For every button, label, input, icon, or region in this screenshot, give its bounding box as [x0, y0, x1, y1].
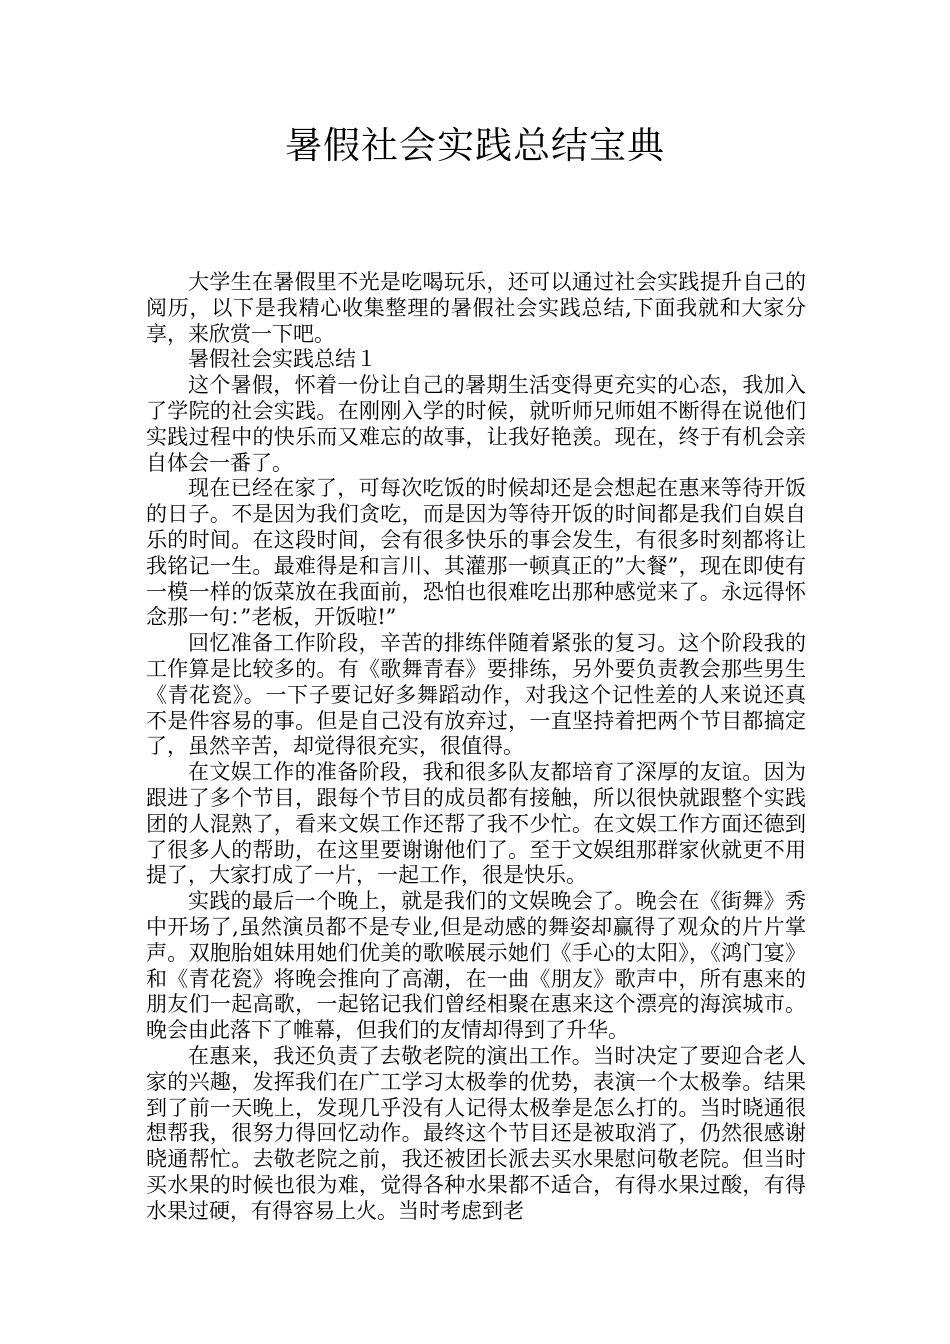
paragraph: 在惠来，我还负责了去敬老院的演出工作。当时决定了要迎合老人家的兴趣，发挥我们在广工学习太极拳的优势，表演一个太极拳。结果到了前一天晚上，发现几乎没有人记得太极拳是怎么打的。当时晓通很想帮我，很努力得回忆动作。最终这个节目还是被取消了，仍然很感谢晓通帮忙。去敬老院之前，我还被团长派去买水果慰问敬老院。但当时买水果的时候也很为难，觉得各种水果都不适合，有得水果过酸，有得水果过硬，有得容易上火。当时考虑到老 — [146, 1043, 806, 1223]
paragraph-intro: 大学生在暑假里不光是吃喝玩乐，还可以通过社会实践提升自己的阅历，以下是我精心收集整理的暑假社会实践总结,下面我就和大家分享，来欣赏一下吧。 — [146, 270, 806, 346]
paragraph: 现在已经在家了，可每次吃饭的时候却还是会想起在惠来等待开饭的日子。不是因为我们贪吃，而是因为等待开饭的时间都是我们自娱自乐的时间。在这段时间，会有很多快乐的事会发生，有很多时刻都将让我铭记一生。最难得是和言川、其灌那一顿真正的”大餐”，现在即使有一模一样的饭菜放在我面前，恐怕也很难吃出那种感觉来了。永远得怀念那一句：”老板，开饭啦!” — [146, 476, 806, 630]
paragraph: 这个暑假，怀着一份让自己的暑期生活变得更充实的心态，我加入了学院的社会实践。在刚刚入学的时候，就听师兄师姐不断得在说他们实践过程中的快乐而又难忘的故事，让我好艳羡。现在，终于有机会亲自体会一番了。 — [146, 373, 806, 475]
document-title: 暑假社会实践总结宝典 — [285, 124, 665, 167]
paragraph: 在文娱工作的准备阶段，我和很多队友都培育了深厚的友谊。因为跟进了多个节目，跟每个节目的成员都有接触，所以很快就跟整个实践团的人混熟了，看来文娱工作还帮了我不少忙。在文娱工作方面还德到了很多人的帮助，在这里要谢谢他们了。至于文娱组那群家伙就更不用提了，大家打成了一片，一起工作，很是快乐。 — [146, 760, 806, 888]
section-heading: 暑假社会实践总结１ — [188, 347, 377, 372]
paragraph: 回忆准备工作阶段，辛苦的排练伴随着紧张的复习。这个阶段我的工作算是比较多的。有《歌舞青春》要排练，另外要负责教会那些男生《青花瓷》。一下子要记好多舞蹈动作，对我这个记性差的人来说还真不是件容易的事。但是自己没有放弃过，一直坚持着把两个节目都搞定了，虽然辛苦，却觉得很充实，很值得。 — [146, 631, 806, 759]
paragraph: 实践的最后一个晚上，就是我们的文娱晚会了。晚会在《街舞》秀中开场了,虽然演员都不是专业,但是动感的舞姿却赢得了观众的片片掌声。双胞胎姐妹用她们优美的歌喉展示她们《手心的太阳》，《鸿门宴》和《青花瓷》将晚会推向了高潮，在一曲《朋友》歌声中，所有惠来的朋友们一起高歌，一起铭记我们曾经相聚在惠来这个漂亮的海滨城市。晚会由此落下了帷幕，但我们的友情却得到了升华。 — [146, 889, 806, 1043]
document-body — [146, 270, 806, 1224]
